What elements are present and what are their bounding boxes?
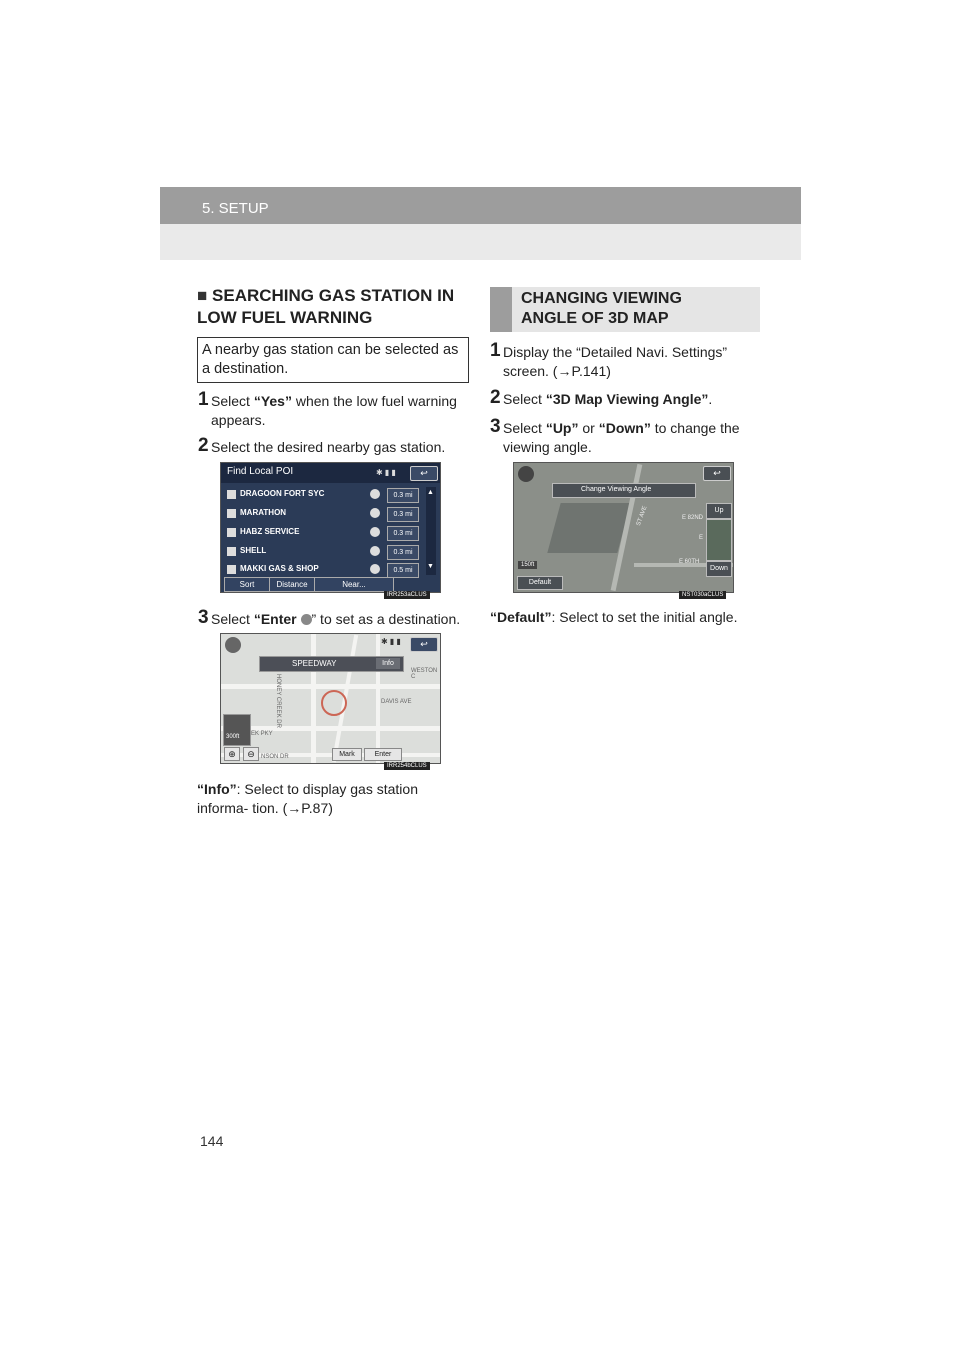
poi-name: DRAGOON FORT SYC — [240, 489, 325, 498]
step-text: to change the viewing angle. — [503, 420, 740, 455]
section-label: 5. SETUP — [202, 200, 269, 217]
enter-button[interactable]: Enter — [364, 748, 402, 761]
poi-row[interactable] — [225, 544, 420, 561]
gas-station-icon — [227, 490, 236, 499]
step-number: 2 — [198, 435, 209, 456]
default-button[interactable]: Default — [517, 576, 563, 590]
status-icons: ✱ ▮ ▮ — [381, 637, 401, 646]
poi-row[interactable] — [225, 487, 420, 504]
status-icons: ✱ ▮ ▮ — [376, 468, 396, 477]
step-keyword: “Enter — [253, 611, 297, 627]
step-text: when the low fuel warning appears. — [211, 393, 457, 428]
right-step-3 — [490, 416, 773, 457]
step-text: Select the desired nearby gas station. — [211, 439, 446, 455]
figure-caption: IRR254bCLUS — [384, 762, 430, 770]
note-keyword: “Info” — [197, 781, 237, 797]
figure-caption: NST030aCLUS — [679, 591, 726, 599]
page-number: 144 — [200, 1133, 224, 1149]
right-heading-stripe — [490, 287, 512, 332]
left-heading — [197, 285, 467, 329]
right-step-1 — [490, 340, 773, 381]
right-heading-box — [490, 287, 760, 332]
heading-marker: ■ — [197, 286, 208, 305]
right-heading: CHANGING VIEWING ANGLE OF 3D MAP — [521, 290, 682, 327]
chevron-down-icon[interactable]: ▼ — [427, 563, 434, 570]
street-label: DAVIS AVE — [381, 699, 412, 705]
step-keyword: “3D Map Viewing Angle” — [545, 391, 709, 407]
phone-icon[interactable] — [370, 527, 380, 537]
3d-map-screenshot — [513, 462, 734, 593]
left-step-2 — [198, 435, 479, 457]
phone-icon[interactable] — [370, 564, 380, 574]
map-scale: 300ft — [226, 734, 240, 740]
step-number: 1 — [198, 389, 209, 410]
3d-building — [547, 503, 630, 553]
poi-name: SHELL — [240, 546, 267, 555]
left-step-3 — [198, 607, 481, 629]
zoom-out-button[interactable]: ⊖ — [243, 747, 259, 761]
phone-icon[interactable] — [370, 546, 380, 556]
note-keyword: “Default” — [490, 609, 552, 625]
poi-banner — [259, 656, 404, 672]
poi-distance: 0.3 mi — [387, 488, 419, 503]
right-step-2 — [490, 387, 773, 409]
map-screenshot — [220, 633, 441, 764]
step-number: 3 — [490, 416, 501, 437]
left-heading-text: SEARCHING GAS STATION IN LOW FUEL WARNING — [197, 286, 455, 327]
poi-header — [221, 463, 440, 483]
left-note — [197, 780, 467, 818]
left-intro-text: A nearby gas station can be selected as a destination. — [202, 342, 459, 377]
step-number: 3 — [198, 607, 209, 628]
poi-name: HABZ SERVICE — [240, 527, 300, 536]
poi-banner-name: SPEEDWAY — [292, 659, 337, 668]
step-text: Select — [211, 611, 254, 627]
right-note — [490, 608, 760, 627]
step-text: . — [708, 391, 713, 407]
gas-station-icon — [227, 528, 236, 537]
street-label: E — [699, 535, 704, 541]
street-label: NSON DR — [261, 754, 289, 760]
street-label: HONEY CREEK DR — [275, 674, 281, 728]
poi-distance: 0.3 mi — [387, 545, 419, 560]
up-button[interactable]: Up — [706, 503, 732, 519]
cursor-crosshair-icon — [321, 690, 347, 716]
chevron-up-icon[interactable]: ▲ — [427, 489, 434, 496]
step-number: 2 — [490, 387, 501, 408]
scrollbar[interactable] — [426, 487, 436, 575]
gas-station-icon — [227, 565, 236, 574]
gas-station-icon — [227, 547, 236, 556]
step-text: Select — [211, 393, 254, 409]
figure-caption: IRR253aCLUS — [384, 591, 430, 599]
viewing-angle-title: Change Viewing Angle — [581, 486, 652, 493]
street-label: EK PKY — [251, 731, 273, 737]
sort-button[interactable]: Sort — [224, 577, 270, 592]
back-button[interactable]: ↩ — [410, 637, 438, 652]
zoom-in-button[interactable]: ⊕ — [224, 747, 240, 761]
poi-row[interactable] — [225, 525, 420, 542]
step-text: Display the “Detailed Navi. Settings” screen. (→P.141) — [503, 344, 728, 379]
map-road — [311, 634, 316, 763]
street-label: WESTON C — [411, 668, 438, 680]
near-button[interactable]: Near... — [314, 577, 394, 592]
angle-slider[interactable] — [706, 519, 732, 561]
street-label: E 82ND — [682, 515, 704, 521]
back-button[interactable]: ↩ — [410, 466, 438, 481]
poi-distance: 0.5 mi — [387, 563, 419, 578]
phone-icon[interactable] — [370, 508, 380, 518]
note-text: : Select to set the initial angle. — [551, 609, 738, 625]
map-scale-panel — [223, 714, 251, 746]
left-step-1 — [198, 389, 479, 430]
viewing-angle-banner — [552, 483, 696, 498]
enter-circle-icon — [301, 614, 312, 625]
back-button[interactable]: ↩ — [703, 466, 731, 481]
step-number: 1 — [490, 340, 501, 361]
poi-name: MARATHON — [240, 508, 287, 517]
poi-row[interactable] — [225, 506, 420, 523]
compass-icon[interactable] — [518, 466, 534, 482]
poi-distance: 0.3 mi — [387, 507, 419, 522]
map-road — [376, 634, 380, 763]
map-road — [221, 684, 440, 689]
step-keyword: “Down” — [598, 420, 651, 436]
street-label: ST AVE — [635, 505, 649, 527]
step-text: Select — [503, 391, 546, 407]
poi-list-screenshot — [220, 462, 441, 593]
step-text: or — [578, 420, 599, 436]
poi-distance: 0.3 mi — [387, 526, 419, 541]
compass-icon[interactable] — [225, 637, 241, 653]
info-button[interactable]: Info — [376, 658, 400, 669]
down-button[interactable]: Down — [706, 561, 732, 577]
step-keyword: “Yes” — [253, 393, 292, 409]
street-label: E 60TH — [679, 559, 700, 565]
gas-station-icon — [227, 509, 236, 518]
phone-icon[interactable] — [370, 489, 380, 499]
poi-title: Find Local POI — [227, 466, 294, 477]
note-text: : Select to display gas station informa- tion. (→P.87) — [197, 781, 418, 816]
left-intro-box — [197, 337, 469, 383]
map-scale: 150ft — [518, 561, 537, 569]
step-text: ” to set as a destination. — [311, 611, 461, 627]
poi-name: MAKKI GAS & SHOP — [240, 564, 319, 573]
step-text: Select — [503, 420, 546, 436]
mark-button[interactable]: Mark — [332, 748, 362, 761]
distance-button[interactable]: Distance — [269, 577, 315, 592]
step-keyword: “Up” — [545, 420, 579, 436]
